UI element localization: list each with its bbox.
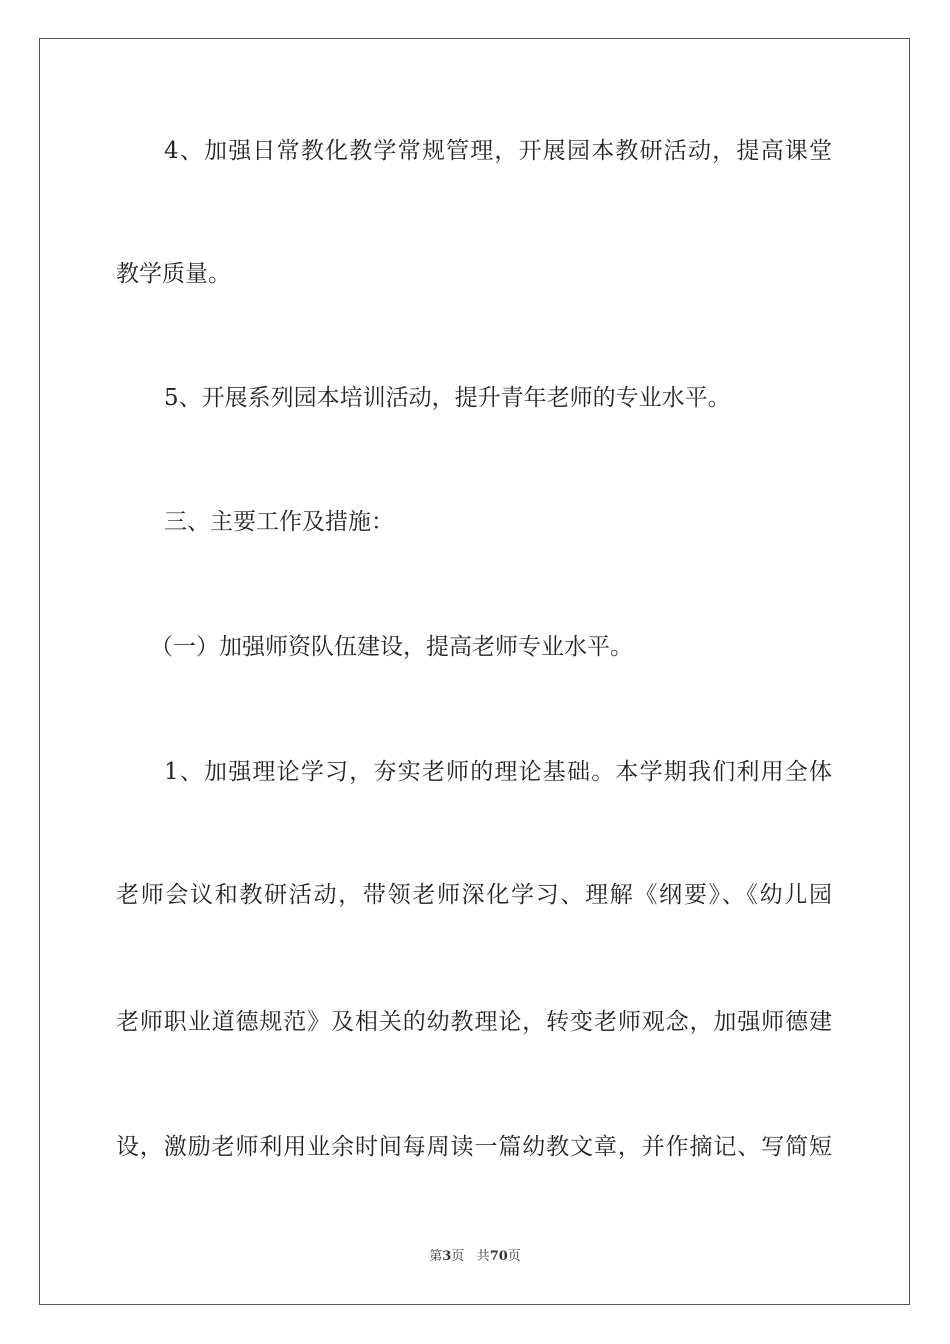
paragraph-line: 1、加强理论学习，夯实老师的理论基础。本学期我们利用全体: [164, 759, 832, 785]
paragraph-line: 老师会议和教研活动，带领老师深化学习、理解《纲要》、《幼儿园: [116, 882, 832, 908]
total-suffix: 页: [507, 1249, 521, 1264]
paragraph-line: 设，激励老师利用业余时间每周读一篇幼教文章，并作摘记、写简短: [116, 1134, 832, 1160]
subsection-heading: （一）加强师资队伍建设，提高老师专业水平。: [150, 634, 633, 660]
section-heading: 三、主要工作及措施：: [164, 509, 394, 535]
paragraph-line: 5、开展系列园本培训活动，提升青年老师的专业水平。: [164, 385, 731, 411]
page-footer: [0, 1245, 950, 1264]
page-number: 3: [442, 1249, 452, 1264]
paragraph-line: 4、加强日常教化教学常规管理，开展园本教研活动，提高课堂: [164, 138, 832, 164]
page-suffix: 页: [451, 1249, 465, 1264]
paragraph-line: 老师职业道德规范》及相关的幼教理论，转变老师观念，加强师德建: [116, 1009, 832, 1035]
total-pages: 70: [489, 1249, 508, 1264]
paragraph-line: 教学质量。: [116, 261, 231, 287]
page-prefix: 第: [429, 1249, 443, 1264]
page-border: [39, 38, 910, 1305]
total-prefix: 共: [476, 1249, 490, 1264]
